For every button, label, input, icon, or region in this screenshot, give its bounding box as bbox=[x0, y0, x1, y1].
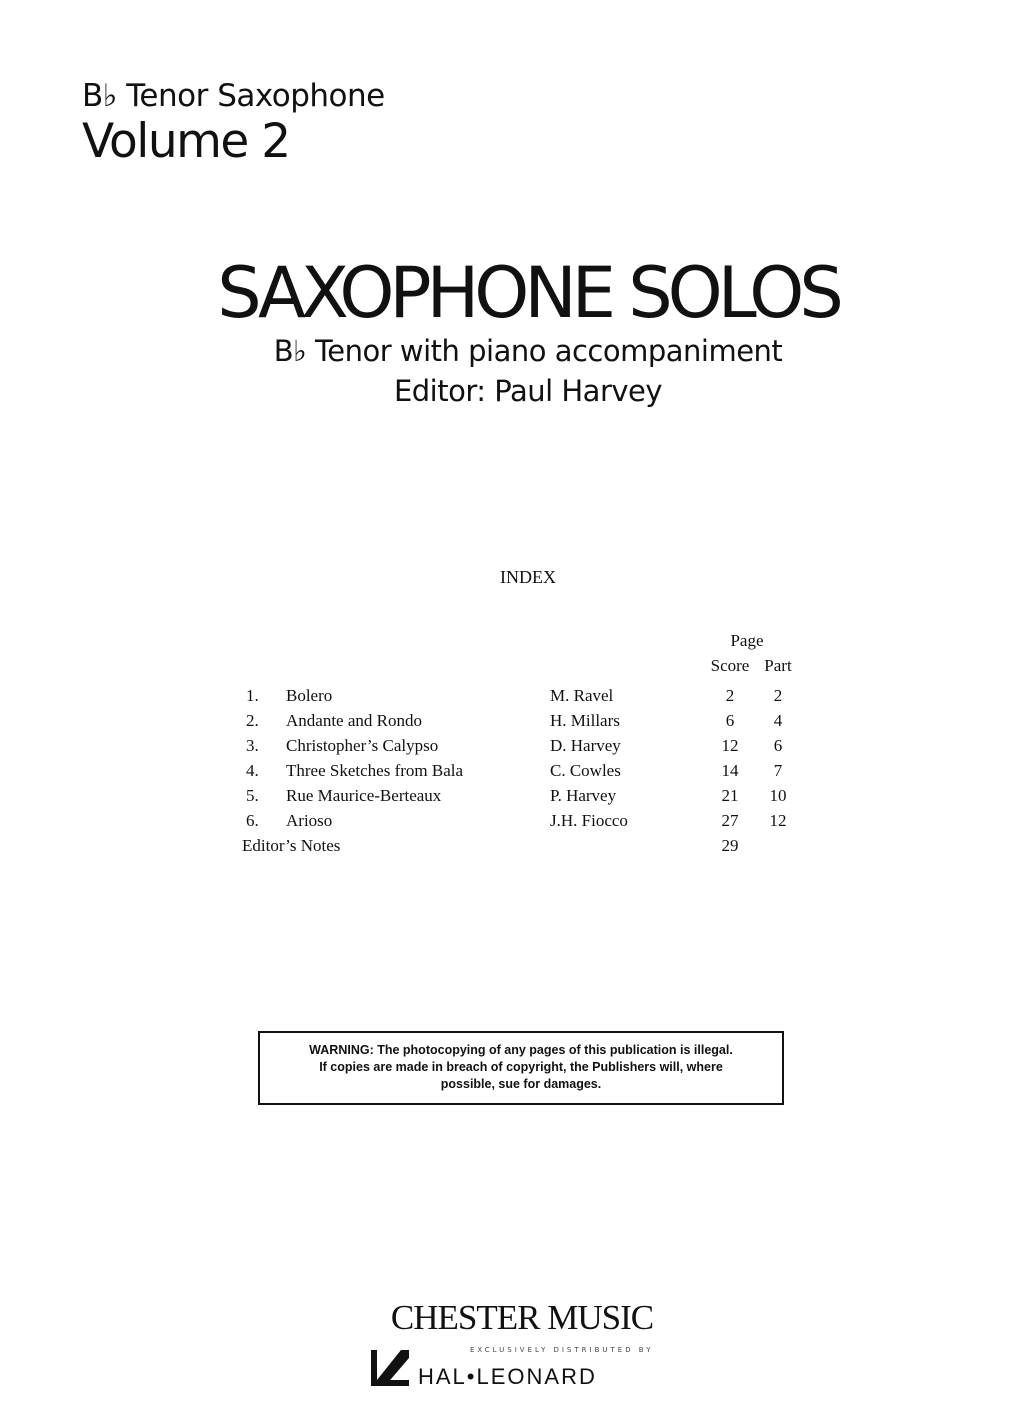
row-composer: C. Cowles bbox=[550, 761, 621, 780]
score-column-header: Score bbox=[710, 656, 750, 675]
warning-line: WARNING: The photocopying of any pages of this publication is illegal. bbox=[309, 1043, 733, 1057]
hal-leonard-logo-icon bbox=[371, 1350, 409, 1386]
row-part-page: 12 bbox=[769, 811, 787, 830]
distributor-logo-text: HAL•LEONARD bbox=[418, 1364, 597, 1389]
index-row bbox=[240, 711, 800, 736]
editors-notes-page: 29 bbox=[721, 836, 739, 855]
page-subtitle: B♭ Tenor with piano accompaniment bbox=[273, 334, 783, 368]
row-title: Andante and Rondo bbox=[286, 711, 422, 730]
index-heading: INDEX bbox=[500, 567, 556, 587]
index-row bbox=[240, 736, 800, 761]
row-number: 1. bbox=[246, 686, 259, 705]
row-number: 3. bbox=[246, 736, 259, 755]
warning-line: possible, sue for damages. bbox=[440, 1077, 602, 1091]
row-title: Rue Maurice-Berteaux bbox=[286, 786, 442, 805]
page-title: SAXOPHONE SOLOS bbox=[217, 252, 839, 334]
editors-notes-label: Editor’s Notes bbox=[242, 836, 341, 855]
row-title: Christopher’s Calypso bbox=[286, 736, 439, 755]
row-score-page: 2 bbox=[725, 686, 735, 705]
index-table bbox=[240, 686, 800, 863]
row-number: 5. bbox=[246, 786, 259, 805]
instrument-label: B♭ Tenor Saxophone bbox=[82, 78, 385, 114]
copyright-warning-box bbox=[258, 1031, 784, 1105]
row-score-page: 12 bbox=[721, 736, 739, 755]
row-score-page: 21 bbox=[721, 786, 739, 805]
row-score-page: 27 bbox=[721, 811, 739, 830]
row-part-page: 7 bbox=[773, 761, 783, 780]
row-part-page: 4 bbox=[773, 711, 783, 730]
index-row bbox=[240, 811, 800, 836]
warning-line: If copies are made in breach of copyright, the Publishers will, where bbox=[319, 1060, 723, 1074]
row-part-page: 2 bbox=[773, 686, 783, 705]
publisher-name: CHESTER MUSIC bbox=[390, 1298, 654, 1337]
page-column-header: Page bbox=[730, 631, 764, 650]
row-title: Arioso bbox=[286, 811, 333, 830]
distributed-by-label: EXCLUSIVELY DISTRIBUTED BY bbox=[470, 1346, 654, 1354]
row-composer: J.H. Fiocco bbox=[550, 811, 628, 830]
editors-notes-row bbox=[240, 836, 800, 863]
row-number: 2. bbox=[246, 711, 259, 730]
index-row bbox=[240, 686, 800, 711]
row-composer: M. Ravel bbox=[550, 686, 614, 705]
row-title: Bolero bbox=[286, 686, 333, 705]
row-title: Three Sketches from Bala bbox=[286, 761, 464, 780]
row-score-page: 6 bbox=[725, 711, 735, 730]
row-number: 4. bbox=[246, 761, 259, 780]
index-row bbox=[240, 786, 800, 811]
index-row bbox=[240, 761, 800, 786]
row-composer: P. Harvey bbox=[550, 786, 617, 805]
row-score-page: 14 bbox=[721, 761, 739, 780]
editor-credit: Editor: Paul Harvey bbox=[393, 374, 663, 408]
row-number: 6. bbox=[246, 811, 259, 830]
volume-label: Volume 2 bbox=[82, 114, 290, 169]
row-part-page: 6 bbox=[773, 736, 783, 755]
row-composer: H. Millars bbox=[550, 711, 620, 730]
row-composer: D. Harvey bbox=[550, 736, 621, 755]
part-column-header: Part bbox=[764, 656, 792, 675]
row-part-page: 10 bbox=[769, 786, 787, 805]
